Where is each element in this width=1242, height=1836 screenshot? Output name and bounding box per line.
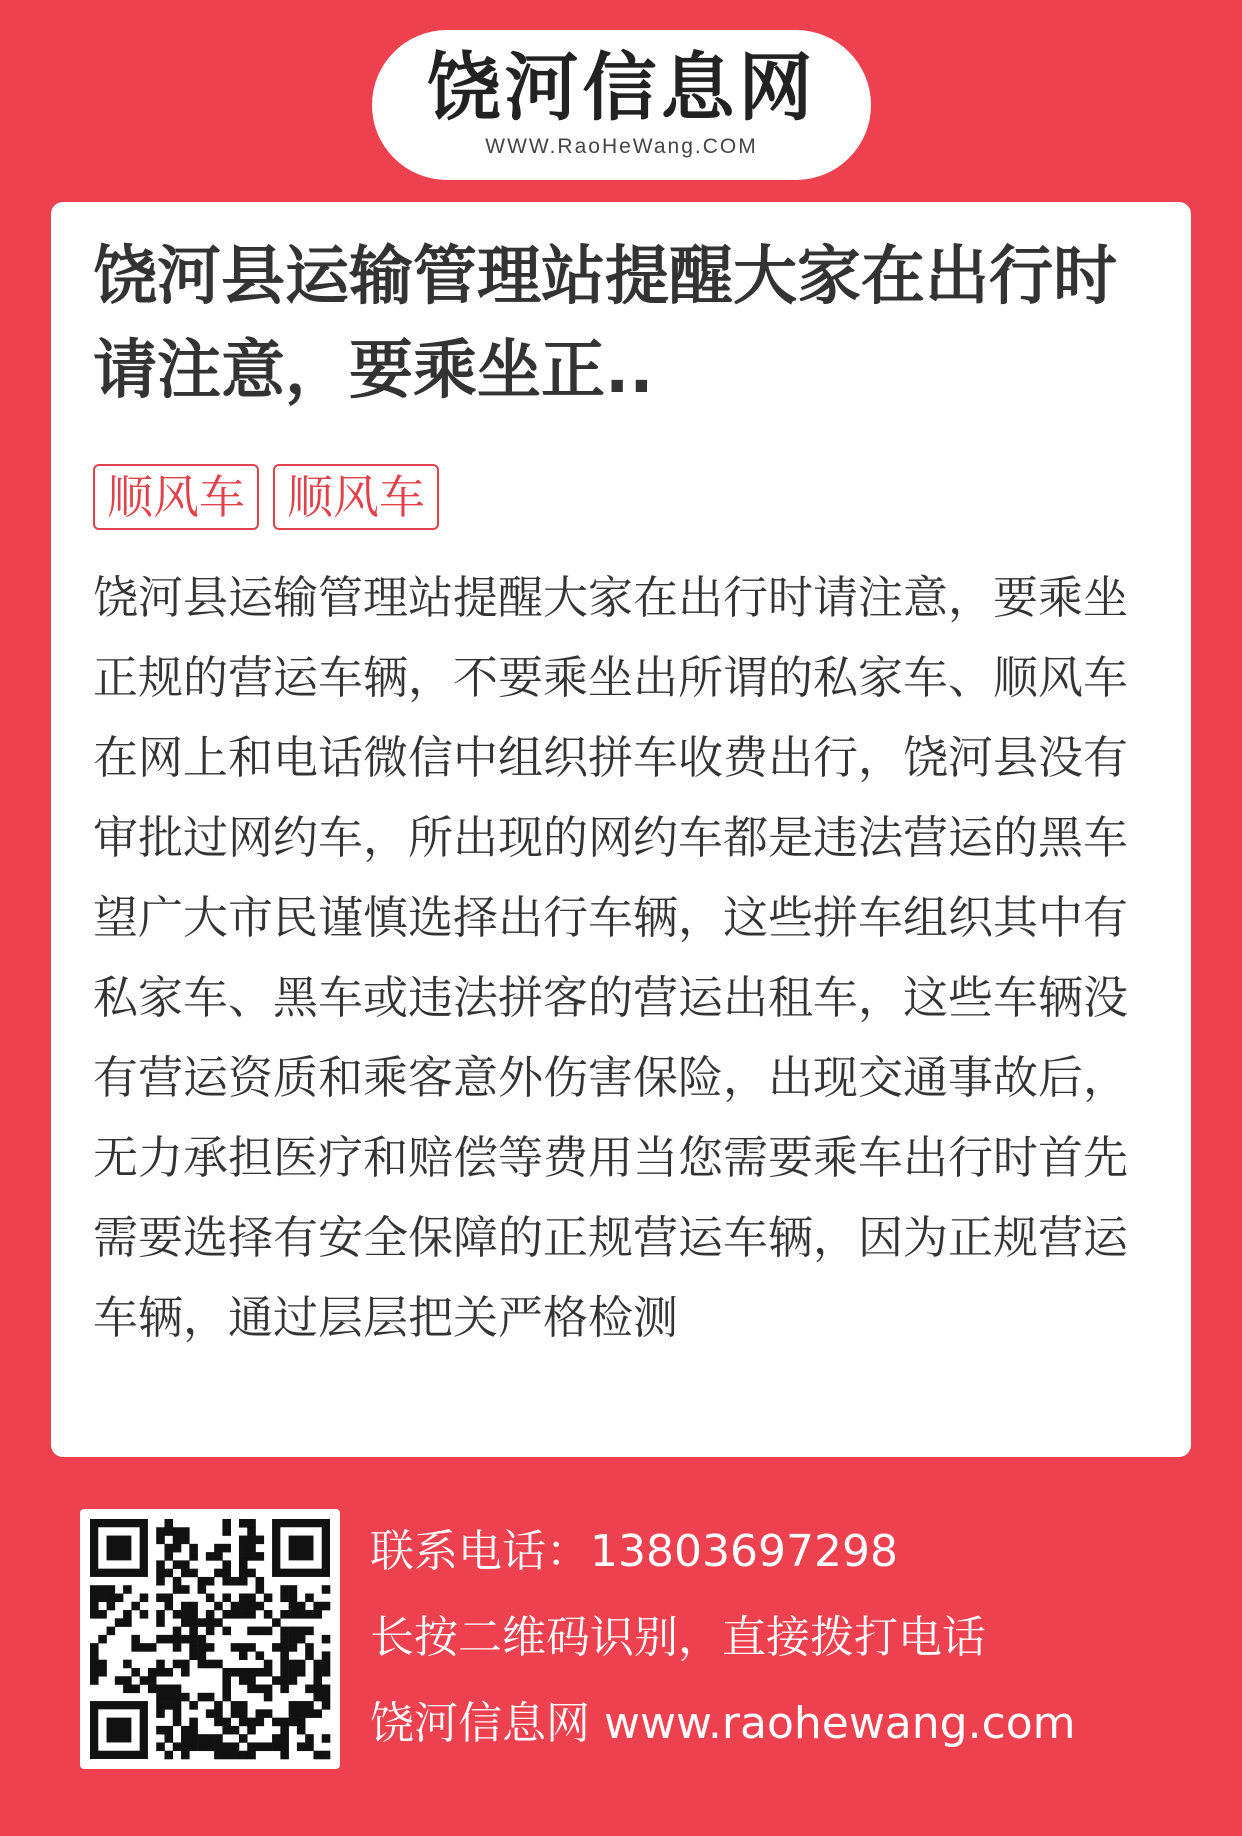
site-line[interactable]: 饶河信息网 www.raohewang.com [370,1698,1076,1749]
qr-finder-pattern [90,1701,148,1759]
tag-ride-share[interactable]: 顺风车 [93,464,259,530]
tag-ride-share[interactable]: 顺风车 [273,464,439,530]
article-title: 饶河县运输管理站提醒大家在出行时请注意，要乘坐正.. [93,240,1117,408]
logo-url: WWW.RaoHeWang.COM [485,135,758,158]
qr-hint: 长按二维码识别，直接拨打电话 [370,1612,986,1663]
article-card [51,202,1191,1457]
qr-finder-pattern [272,1519,330,1577]
qr-finder-pattern [90,1519,148,1577]
phone-line[interactable]: 联系电话：13803697298 [370,1526,898,1577]
article-body: 饶河县运输管理站提醒大家在出行时请注意，要乘坐正规的营运车辆，不要乘坐出所谓的私家车、顺风车在网上和电话微信中组织拼车收费出行，饶河县没有审批过网约车，所出现的网约车都是违法营运的黑车望广大市民谨慎选择出行车辆，这些拼车组织其中有私家车、黑车或违法拼客的营运出租车，这些车辆没有营运资质和乘客意外伤害保险，出现交通事故后，无力承担医疗和赔偿等费用当您需要乘车出行时首先需要选择有安全保障的正规营运车辆，因为正规营运车辆，通过层层把关严格检测 [93,571,1129,1344]
qr-code-graphic [80,1509,340,1769]
contact-info [370,1509,1076,1767]
contact-footer [80,1509,1180,1769]
tag-list [93,464,1149,530]
logo-name: 饶河信息网 [426,45,817,131]
qr-code[interactable] [80,1509,340,1769]
site-logo [372,30,871,180]
